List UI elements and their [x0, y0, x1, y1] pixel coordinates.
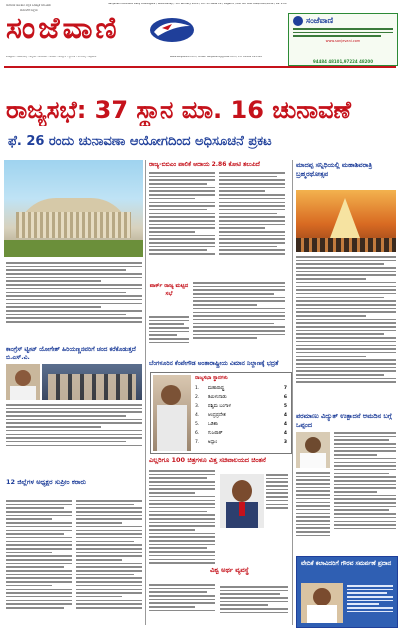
- masthead-left-line1: ಸಾಮಾಜಿಕ ಜಾಲತಾಣ ಕನ್ನಡ ದಿನಪತ್ರಿಕೆ ಸಮೂಹದ: [6, 4, 51, 7]
- signing-photo: [296, 432, 330, 468]
- lead-subhead: ಫೆ. 26 ರಂದು ಚುನಾವಣಾ ಆಯೋಗದಿಂದ ಅಧಿಸೂಚನೆ ಪ್ರಕಟ: [8, 134, 272, 149]
- left-low-headline: 12 ಜಿಲ್ಲೆಗಳ ಅಧ್ಯಕ್ಷರ ಸುಪ್ರೀಂ ಕರಾರು: [6, 478, 86, 486]
- infobox-cell-seats: 4: [283, 413, 287, 418]
- center-low-text-a: [149, 470, 215, 580]
- left-mid-headline: ಕಾಂಗ್ರೆಸ್ ಟ್ವೀಟ್ ಯೋಗೇಶ್ ಹಿರಿಯಣ್ಣನವರಿಗೆ ಚಂದ ಕರೆಕೊಡುತ್ತದೆ ಬಿ.ಎಸ್.ವಿ.: [6, 346, 136, 361]
- infobox-cell-state: ಒಡಿಶಾ: [207, 422, 218, 427]
- infobox-cell-index: 5.: [195, 422, 200, 427]
- masthead-website: www.sanjevani.com / email: sanjevani@gmail.com / Ph: 08192 225565: [170, 56, 263, 58]
- masthead-tagline: ಕೊಟ್ಟೂರು - ಹರಪನಹಳ್ಳಿ - ಚನ್ನಗಿರಿ - ಜಗಳೂರು - ಹರಿಹರ - ಹೊನ್ನಾಳಿ - ನ್ಯಾಮತಿ - ಶಿವಮೊಗ್ಗ - ಚಿತ್ರದುರ್ಗ: [6, 56, 97, 58]
- parliament-photo: [4, 160, 143, 257]
- col-divider-2: [292, 160, 293, 625]
- center-top-text-a: [149, 172, 215, 272]
- infobox-rows: [195, 384, 287, 447]
- inset-small-headline: ಪಾರ್ಕ್ ರಾಜ್ಯ ಮಟ್ಟದ ಸಭೆ: [149, 283, 189, 297]
- infobox-cell-state: ಅಸ್ಸಾಂ: [207, 440, 218, 445]
- group-photo: [42, 364, 142, 400]
- infobox-cell-seats: 7: [283, 386, 287, 391]
- ad-website[interactable]: www.sanjevani.com: [325, 39, 361, 44]
- infobox-cell-state: ತಮಿಳುನಾಡು: [207, 395, 227, 400]
- ad-brand: ಸಂಜೆವಾಣಿ: [306, 16, 334, 25]
- infobox-cell-seats: 4: [283, 422, 287, 427]
- infobox-cell-index: 4.: [195, 413, 200, 418]
- infobox-row: [195, 384, 287, 393]
- left-low-text-b: [76, 500, 142, 626]
- infobox-cell-state: ಗುಜರಾತ್: [207, 431, 223, 436]
- right-low-headline: ವೇದಿಕೆ ಕಲಾವಿದರಿಗೆ ಗೌರವ ಸಮರ್ಪಣೆ ಪ್ರದಾನ: [301, 560, 392, 567]
- infobox-title: ರಾಜ್ಯಸಭಾ ಸ್ಥಾನಗಳು: [195, 375, 228, 381]
- infobox-cell-seats: 3: [283, 440, 287, 445]
- center-low2-headline: ವಿಶ್ವ ಅರ್ಥ ವ್ಯವಸ್ಥೆ: [210, 566, 249, 574]
- right-mid-headline: ಪರಮಾಣು ವಿದ್ಯುತ್ ಉತ್ಪಾದನೆ ಆಮದಿನ ಬಗ್ಗೆ ಒಪ್ಪಂದ: [296, 412, 392, 429]
- center-top-text-b: [219, 172, 285, 272]
- masthead-left-line2: ದಾವಣಗೆರೆ ಜಿಲ್ಲೆಯ: [20, 9, 38, 12]
- infobox-cell-index: 1.: [195, 386, 200, 391]
- masthead-bird-emblem: [148, 14, 196, 44]
- infobox-cell-state: ಆಂಧ್ರಪ್ರದೇಶ: [207, 413, 226, 418]
- infobox-row: [195, 393, 287, 402]
- infobox-row: [195, 402, 287, 411]
- right-top-headline: ಮಾದಪ್ಪ ಸನ್ನಿಧಿಯಲ್ಲಿ ಮಹಾಶಿವರಾತ್ರಿ ಬ್ರಹ್ಮರಥೋತ್ಸವ: [296, 161, 373, 178]
- center-top-headline: ರಾಜ್ಯ-ಬಿಬಿಎಂ ಪಾಲಿಕೆ ಆದಾಯ 2.86 ಕೋಟಿ ತಲುಪಿದೆ: [149, 161, 260, 168]
- infobox-cell-index: 7.: [195, 440, 200, 445]
- infobox-cell-state: ಮಹಾರಾಷ್ಟ್ರ: [207, 386, 225, 391]
- center-bottom-text: [149, 584, 215, 624]
- center-low-headline: ಎಲ್ಲರಿಗೂ 100 ಚಿತ್ರಗಳೂ ವಿತ್ತ ಸಚಿವಾಲಯದ ಚಿಂತನೆ: [149, 456, 266, 464]
- right-low-banner: [296, 556, 398, 628]
- col-divider-1: [145, 160, 146, 625]
- ad-phone: 94484 48101,97224 48200: [313, 59, 373, 64]
- rajyasabha-infobox: [150, 372, 292, 454]
- infobox-cell-index: 2.: [195, 395, 200, 400]
- infobox-cell-seats: 4: [283, 431, 287, 436]
- infobox-cell-seats: 6: [283, 395, 287, 400]
- center-mid-text: [193, 282, 285, 356]
- center-low-text-b: [266, 474, 288, 528]
- right-top-text: [296, 256, 396, 406]
- masthead-ad-box: [288, 13, 398, 66]
- infobox-row: [195, 420, 287, 429]
- masthead-rule: [4, 66, 396, 68]
- politician-photo: [6, 364, 40, 400]
- left-low-text-a: [6, 500, 72, 626]
- date-strip: Sanjevani Kannada Daily Davangere / Wednesday / 19 February 2020 / Vol. 21 Issue 29 / Pages 6 / RNI No. KAR KAN/2000/1649 / Rs. 2.00: [108, 3, 287, 5]
- infobox-row: [195, 429, 287, 438]
- infobox-cell-index: 6.: [195, 431, 200, 436]
- infobox-cell-state: ಪಶ್ಚಿಮ ಬಂಗಾಳ: [207, 404, 231, 409]
- group-leaders-photo: [153, 375, 191, 451]
- infobox-cell-seats: 5: [283, 404, 287, 409]
- infobox-cell-index: 3.: [195, 404, 200, 409]
- lead-story-text: [6, 262, 142, 342]
- ad-logo-icon: [293, 16, 303, 26]
- center-low2-text: [220, 586, 288, 624]
- right-mid-text: [334, 432, 396, 552]
- infobox-row: [195, 411, 287, 420]
- masthead-title: ಸಂಜೆವಾಣಿ: [6, 11, 120, 46]
- official-portrait-photo: [220, 474, 264, 528]
- right-mid-text-b: [296, 472, 330, 552]
- lead-headline: ರಾಜ್ಯಸಭೆ: 37 ಸ್ಥಾನ ಮಾ. 16 ಚುನಾವಣೆ: [6, 96, 351, 124]
- temple-festival-photo: [296, 190, 396, 252]
- infobox-row: [195, 438, 287, 447]
- inset-small-text: [149, 316, 189, 356]
- left-mid-text: [6, 404, 142, 464]
- center-mid-headline: ಬೆಂಗಳೂರಿನ ಕೆಂಪೇಗೌಡ ಅಂತಾರಾಷ್ಟ್ರೀಯ ವಿಮಾನ ನಿಲ್ದಾಣಕ್ಕೆ ಭದ್ರತೆ: [149, 360, 279, 367]
